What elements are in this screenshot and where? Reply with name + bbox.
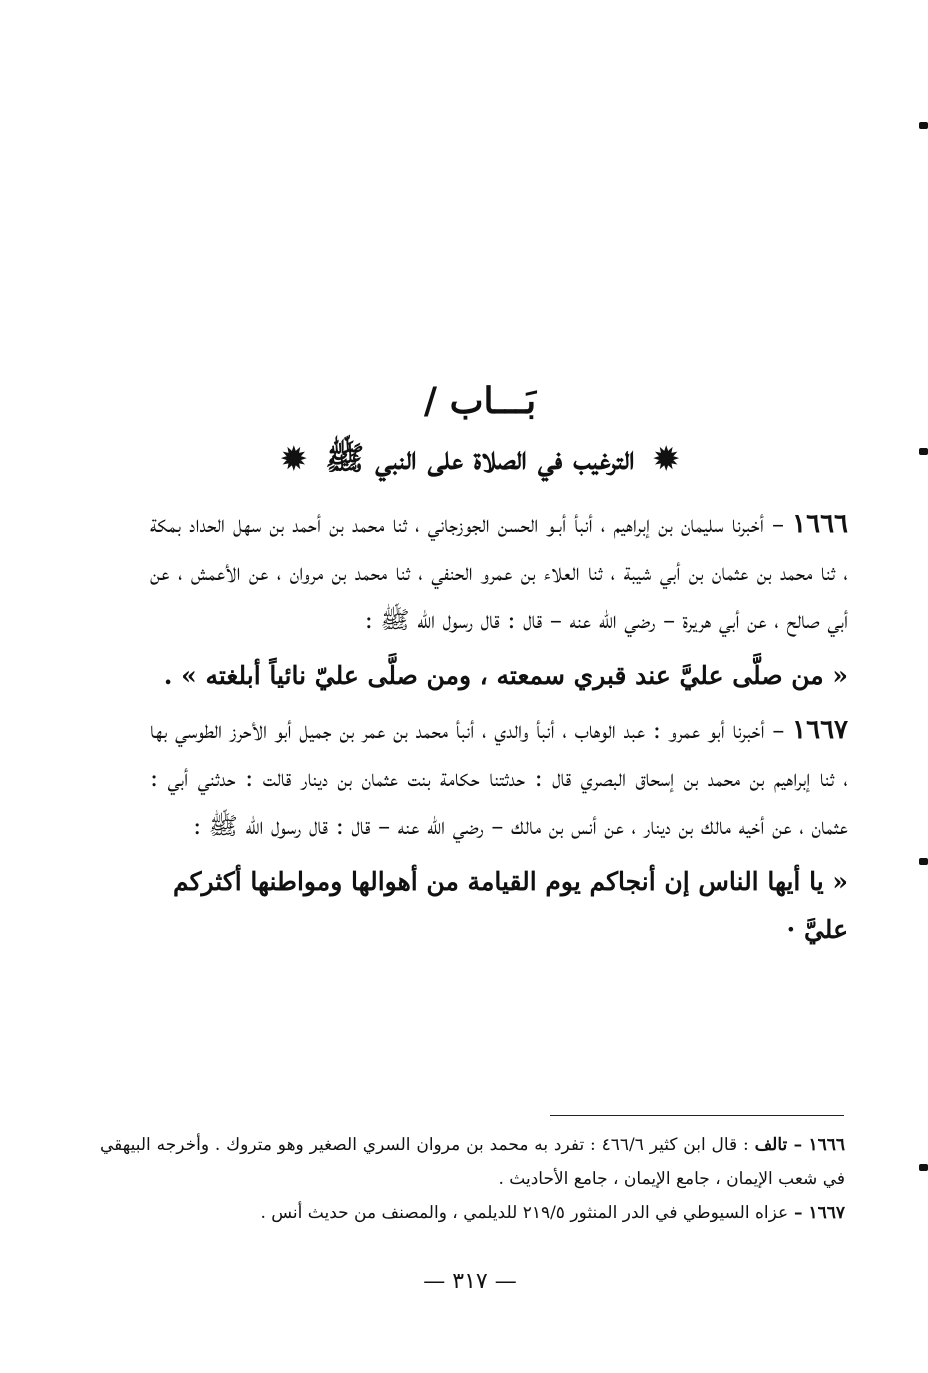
margin-mark — [919, 122, 928, 129]
footnote-item — [100, 1196, 845, 1230]
hadith-dash: – — [764, 716, 793, 744]
page-number: — ٣١٧ — — [423, 1269, 517, 1294]
footnote-divider — [550, 1115, 844, 1116]
footnote-number: ١٦٦٦ — [808, 1135, 845, 1155]
hadith-dash: – — [763, 510, 793, 538]
hadith-quote: « من صلَّى عليَّ عند قبري سمعته ، ومن صلَّى عليّ نائياً أبلغته » . — [163, 661, 848, 690]
hadith-number: ١٦٦٧ — [792, 715, 848, 745]
hadith-number: ١٦٦٦ — [792, 509, 848, 539]
margin-mark — [919, 1164, 928, 1171]
footnote-text: : قال ابن كثير ٤٦٦/٦ : تفرد به محمد بن مروان السري الصغير وهو متروك . وأخرجه البيهقي في شعب الإيمان ، جامع الإيمان ، جامع الأحاديث . — [100, 1135, 845, 1189]
footnote-number: ١٦٦٧ — [808, 1203, 845, 1223]
chapter-title-text: الترغيب في الصلاة على النبي ﷺ — [325, 439, 635, 477]
star-ornament-icon: ✹ — [653, 442, 679, 477]
chapter-label: بَـــاب / — [423, 380, 537, 422]
footnote-item — [100, 1128, 845, 1196]
footnote-dash: – — [788, 1203, 809, 1223]
star-ornament-icon: ✹ — [281, 442, 307, 477]
footnotes — [100, 1128, 845, 1230]
hadith-quote: « يا أيها الناس إن أنجاكم يوم القيامة من أهوالها ومواطنها أكثركم عليَّ · — [172, 867, 848, 944]
hadith-text: أخبرنا سليمان بن إبراهيم ، أنبأ أبـو الحسن الجوزجاني ، ثنا محمد بن أحمد بن سهل الحداد بمكة ، ثنا محمد بن عثمان بن أبي شيبة ، ثنا العلاء بن عمرو الحنفي ، ثنا محمد بن مروان ، عن الأعمش ، عن أبي صالح ، عن أبي هريرة – رضي الله عنه – قال : قال رسول الله ﷺ : — [150, 510, 848, 634]
main-text — [150, 500, 848, 954]
margin-mark — [919, 448, 928, 455]
footnote-text: عزاه السيوطي في الدر المنثور ٢١٩/٥ للديلمي ، والمصنف من حديث أنس . — [260, 1203, 789, 1223]
margin-mark — [919, 858, 928, 865]
hadith-paragraph — [150, 500, 848, 644]
footnote-grade: تالف — [754, 1135, 788, 1155]
chapter-title — [200, 432, 760, 486]
hadith-text: أخبرنا أبو عمرو : عبد الوهاب ، أنبأ والدي ، أنبأ محمد بن عمر بن جميل أبو الأحرز الطوسي بها ، ثنا إبراهيم بن محمد بن إسحاق البصري قال : حدثتنا حكامة بنت عثمان بن دينار قالت : حدثني أبي : عثمان ، عن أخيه مالك بن دينار ، عن أنس بن مالك – رضي الله عنه – قال : قال رسول الله ﷺ : — [150, 716, 848, 840]
footnote-dash: – — [787, 1135, 809, 1155]
hadith-paragraph — [150, 706, 848, 850]
